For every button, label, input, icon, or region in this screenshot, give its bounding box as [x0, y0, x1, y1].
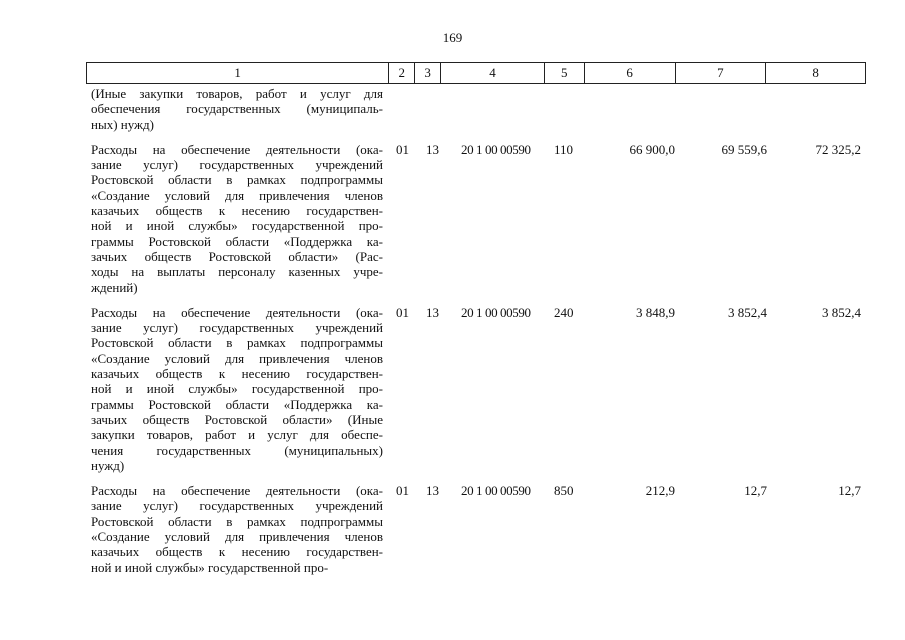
- cell-col6: 66 900,0: [629, 141, 675, 157]
- cell-col5: 850: [554, 483, 574, 499]
- cell-col4: 20 1 00 00590: [461, 483, 531, 499]
- text-line: чения государственных (муниципальных): [91, 442, 383, 458]
- text-line: Ростовской области в рамках подпрограммы: [91, 172, 383, 188]
- cell-col5: 110: [554, 141, 574, 157]
- text-line: «Создание условий для привлечения членов: [91, 187, 383, 203]
- cell-col2: 01: [396, 141, 409, 157]
- cell-col2: 01: [396, 483, 409, 499]
- header-col-5: 5: [545, 63, 585, 83]
- text-line: зачьих обществ Ростовской области» (Рас-: [91, 248, 383, 264]
- text-line: «Создание условий для привлечения членов: [91, 350, 383, 366]
- row-description: [91, 305, 383, 473]
- table-row: [91, 483, 866, 575]
- text-line: Расходы на обеспечение деятельности (ока-: [91, 483, 383, 499]
- text-line: зание услуг) государственных учреждений: [91, 498, 383, 514]
- cell-col8: 72 325,2: [815, 141, 861, 157]
- header-col-2: 2: [389, 63, 415, 83]
- text-line: Расходы на обеспечение деятельности (ока-: [91, 141, 383, 157]
- header-col-3: 3: [415, 63, 441, 83]
- row-description: [91, 142, 383, 295]
- text-line: нужд): [91, 457, 125, 473]
- page-number: 169: [442, 30, 463, 45]
- table-body: [91, 86, 866, 585]
- cell-col7: 12,7: [744, 483, 767, 499]
- text-line: казачьих обществ к несению государствен-: [91, 544, 383, 560]
- table-row: [91, 305, 866, 473]
- text-line: ной и иной службы» государственной про-: [91, 218, 383, 234]
- text-line: Расходы на обеспечение деятельности (ока-: [91, 304, 383, 320]
- cell-col6: 212,9: [645, 483, 675, 499]
- header-col-4: 4: [441, 63, 545, 83]
- cell-col8: 3 852,4: [822, 304, 861, 320]
- text-line: ной и иной службы» государственной про-: [91, 381, 383, 397]
- text-line: ных) нужд): [91, 116, 154, 132]
- cell-col8: 12,7: [838, 483, 861, 499]
- cell-col2: 01: [396, 304, 409, 320]
- text-line: ждений): [91, 279, 138, 295]
- cell-col3: 13: [426, 141, 439, 157]
- header-col-7: 7: [676, 63, 767, 83]
- continuation-text: [91, 86, 383, 132]
- text-line: Ростовской области в рамках подпрограммы: [91, 513, 383, 529]
- table-header: [86, 62, 866, 84]
- cell-col7: 3 852,4: [728, 304, 767, 320]
- cell-col3: 13: [426, 483, 439, 499]
- text-line: казачьих обществ к несению государствен-: [91, 366, 383, 382]
- text-line: закупки товаров, работ и услуг для обеспе-: [91, 427, 383, 443]
- cell-col6: 3 848,9: [636, 304, 675, 320]
- text-line: ходы на выплаты персоналу казенных учре-: [91, 264, 383, 280]
- text-line: Ростовской области в рамках подпрограммы: [91, 335, 383, 351]
- row-description: [91, 483, 383, 575]
- header-col-6: 6: [585, 63, 676, 83]
- header-col-1: 1: [87, 63, 389, 83]
- text-line: казачьих обществ к несению государствен-: [91, 203, 383, 219]
- text-line: ной и иной службы» государственной про-: [91, 559, 329, 575]
- cell-col4: 20 1 00 00590: [461, 141, 531, 157]
- table-row: [91, 142, 866, 295]
- cell-col4: 20 1 00 00590: [461, 304, 531, 320]
- cell-col5: 240: [554, 304, 574, 320]
- cell-col3: 13: [426, 304, 439, 320]
- text-line: зачьих обществ Ростовской области» (Иные: [91, 411, 383, 427]
- text-line: зание услуг) государственных учреждений: [91, 320, 383, 336]
- continuation-row: [91, 86, 866, 132]
- cell-col7: 69 559,6: [721, 141, 767, 157]
- text-line: (Иные закупки товаров, работ и услуг для: [91, 86, 383, 101]
- text-line: «Создание условий для привлечения членов: [91, 529, 383, 545]
- header-col-8: 8: [812, 65, 819, 80]
- text-line: граммы Ростовской области «Поддержка ка-: [91, 396, 383, 412]
- text-line: зание услуг) государственных учреждений: [91, 157, 383, 173]
- text-line: граммы Ростовской области «Поддержка ка-: [91, 233, 383, 249]
- text-line: обеспечения государственных (муниципаль-: [91, 101, 383, 117]
